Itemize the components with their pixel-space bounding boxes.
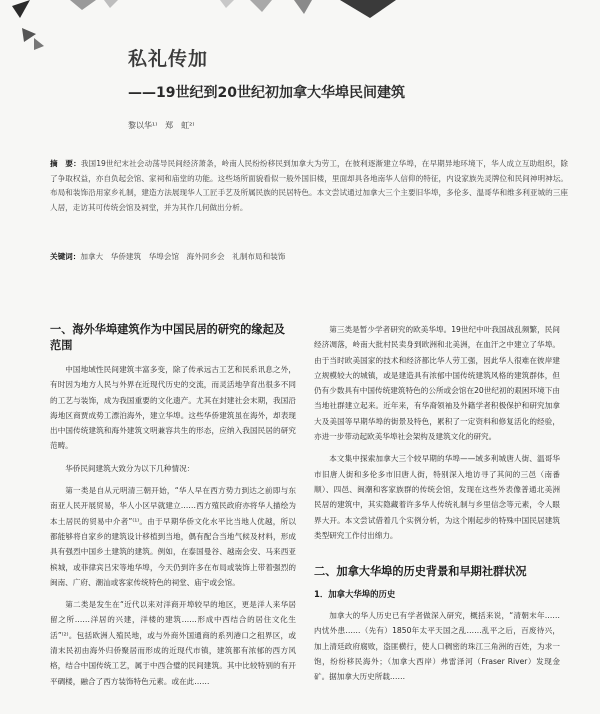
deco-triangle <box>104 0 118 8</box>
keywords-label: 关键词： <box>50 252 81 261</box>
section2-subheading-1: 1．加拿大华埠的历史 <box>314 589 396 600</box>
article-subtitle: ——19世纪到20世纪初加拿大华埠民间建筑 <box>128 85 405 101</box>
deco-triangle <box>340 0 396 18</box>
keywords-text: 加拿大 华侨建筑 华埠会馆 海外同乡会 礼制布局和装饰 <box>80 252 286 261</box>
section1-heading: 一、海外华埠建筑作为中国民居的研究的缘起及范围 <box>50 323 285 352</box>
abstract-label: 摘 要： <box>50 159 81 168</box>
corner-decoration-right <box>220 0 400 30</box>
right-column <box>314 322 560 685</box>
section2-paragraph-1: 加拿大的华人历史已有学者做深入研究，概括来说，“清朝末年……内忧外患……（先有）1850年太平天国之乱……乱平之后，百废待兴，加上清廷政府腐败，盗匪横行，使人口稠密的珠江三角洲的百姓，为求一饱，纷纷移民海外；（加拿大西岸）弗雷泽河（Fraser River）发现金矿。据加拿大历史所载…… <box>314 611 560 682</box>
section1-paragraph-2: 华侨民间建筑大致分为以下几种情况： <box>65 463 195 473</box>
author-line: 黎以华¹⁾ 郑 虹²⁾ <box>128 121 195 130</box>
section1-paragraph-3: 第一类是自从元明清三朝开始，“华人早在西方势力到达之前即与东南亚人民开展贸易，华人小区早就建立……西方殖民政府亦将华人描绘为本土居民的贸易中介者”⁽¹⁾。由于早期华侨文化水平比当地人优越，所以都能够将自家乡的建筑设计移植到当地，偶有配合当地气候及材料，形成具有强烈中国乡土建筑的建筑。例如，在泰国曼谷、越南会安、马来西亚槟城，或菲律宾吕宋等地华埠，今天仍到许多在布局或装饰上带着强烈的闽南、广府、潮汕或客家传统特色的祠堂、庙宇或会馆。 <box>50 486 296 587</box>
deco-triangle <box>250 0 272 12</box>
corner-decoration-left <box>0 0 120 70</box>
deco-triangle <box>34 38 44 50</box>
section1-paragraph-5: 第三类是暂少学者研究的欧美华埠。19世纪中叶我国战乱频繁，民间经济凋落，岭南大批村民卖身到欧洲和北美洲，在血汗之中建立了华埠。由于当时欧美国家的技术和经济都比华人劳工强，因此华人很难在彼岸建立规模较大的城镇，或是建造具有浓郁中国传统建筑风格的建筑群体，但仍有少数具有中国传统建筑特色的公所或会馆在20世纪初的艰困环境下由当地社群建立起来。近年来，有华裔领袖及外籍学者积极保护和研究加拿大及美国等早期华埠的街景及特色，累积了一定资料和修复活化的经验，亦进一步带动起欧美华埠社会架构及建筑文化的研究。 <box>314 325 560 442</box>
abstract-text: 我国19世纪末社会动荡导民间经济萧条，岭南人民纷纷移民到加拿大为劳工，在彼利逐渐建立华埠，在早期异地环境下，华人成立互助组织，除了争取权益，亦自负起会馆、家祠和庙堂的功能。这些场所面貌看似一般外国旧楼，里面却具各地南华人信仰的特征，内设家族先灵牌位和民间神明神坛。布局和装饰沿用家乡礼制，建造方法展现华人工匠手艺及所属民族的民居特色。本文尝试通过加拿大三个主要旧华埠，多伦多、温哥华和维多利亚城的三座人居，走访其可传统会馆及祠堂，并为其作几何做出分析。 <box>50 159 569 212</box>
deco-triangle <box>22 28 36 42</box>
section2-heading: 二、加拿大华埠的历史背景和早期社群状况 <box>314 565 527 579</box>
section1-paragraph-6: 本文集中探索加拿大三个较早期的华埠——域多利城唐人街、温哥华市旧唐人街和多伦多市旧唐人街，特别深入地访寻了其间的三邑（南番顺）、四邑、闽潮和客家族群的传统会馆，发现在这些外表像普通北美洲民居的建筑中，其实隐藏着许多华人传统礼制与乡里信念等元素，令人眼界大开。本文尝试借着几个实例分析，为这个刚起步的特殊中国民居建筑类型研究工作付出绵力。 <box>314 454 560 540</box>
article-title: 私礼传加 <box>128 48 209 70</box>
deco-triangle <box>220 0 234 8</box>
keywords <box>50 251 568 262</box>
section1-paragraph-4: 第二类是发生在“近代以来对洋商开埠较早的地区，更是洋人来华居留之所……洋居的兴建，洋楼的建筑……形成中西结合的居住文化生活”⁽²⁾。包括欧洲人殖民地，或与外商外国通商的系列港口之租界区，或清末民初由海外归侨聚居而形成的近现代市镇，建筑都有浓郁的西方风格，结合中国传统工艺，属于中西合璧的民间建筑。其中比较特别的有开平碉楼，融合了西方装饰特色元素。或在此…… <box>50 600 296 686</box>
abstract <box>50 157 568 215</box>
left-column <box>50 322 296 689</box>
deco-triangle <box>294 0 312 14</box>
deco-triangle <box>70 0 96 10</box>
deco-triangle <box>12 0 30 18</box>
section1-paragraph-1: 中国地域性民间建筑丰富多变，除了传承远古工艺和民系讯息之外，有时因为地方人民与外界在近现代历史的交流，而灵活地孕育出很多不同的工艺与装饰，成为我国重要的文化遗产。尤其在封建社会末期，我国沿海地区商贾成势工漂泊海外，建立华埠。这些华侨建筑虽在海外，却表现出中国传统建筑和海外建筑文明兼容共生的形态，应纳入我国民居的研究范畴。 <box>50 365 296 451</box>
